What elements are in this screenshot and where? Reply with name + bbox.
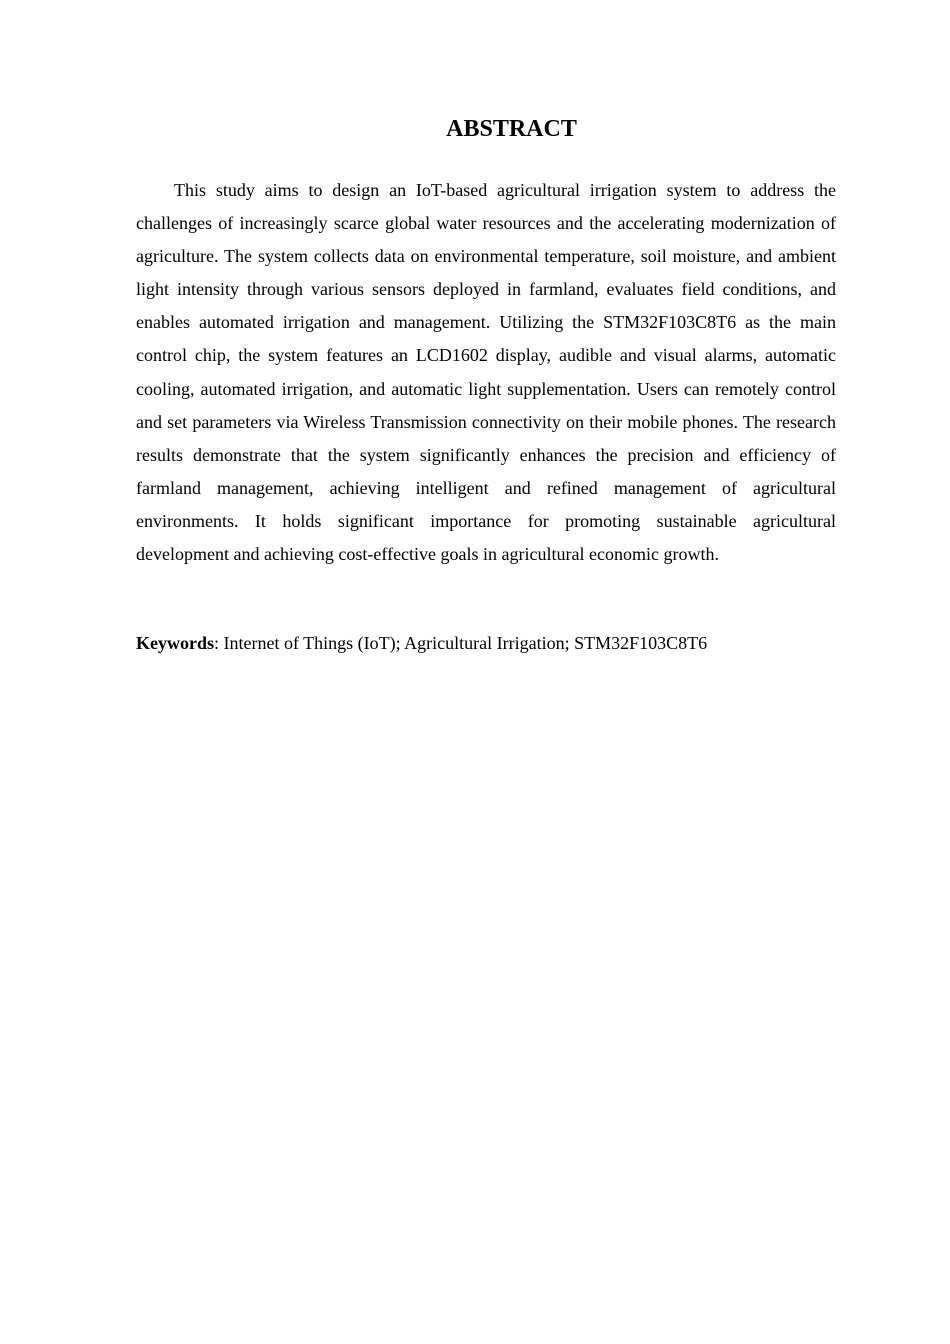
keywords-separator: :	[214, 633, 224, 653]
keywords-label: Keywords	[136, 633, 214, 653]
abstract-paragraph: This study aims to design an IoT-based agricultural irrigation system to address the challenges of increasingly scarce global water resources and the accelerating modernization of agriculture. The system collects data on environmental temperature, soil moisture, and ambient light intensity through various sensors deployed in farmland, evaluates field conditions, and enables automated irrigation and management. Utilizing the STM32F103C8T6 as the main control chip, the system features an LCD1602 display, audible and visual alarms, automatic cooling, automated irrigation, and automatic light supplementation. Users can remotely control and set parameters via Wireless Transmission connectivity on their mobile phones. The research results demonstrate that the system significantly enhances the precision and efficiency of farmland management, achieving intelligent and refined management of agricultural environments. It holds significant importance for promoting sustainable agricultural development and achieving cost-effective goals in agricultural economic growth.	[136, 180, 836, 565]
page-title: ABSTRACT	[446, 116, 577, 142]
keywords-line	[136, 627, 856, 659]
keywords-text: Internet of Things (IoT); Agricultural Irrigation; STM32F103C8T6	[223, 633, 708, 653]
